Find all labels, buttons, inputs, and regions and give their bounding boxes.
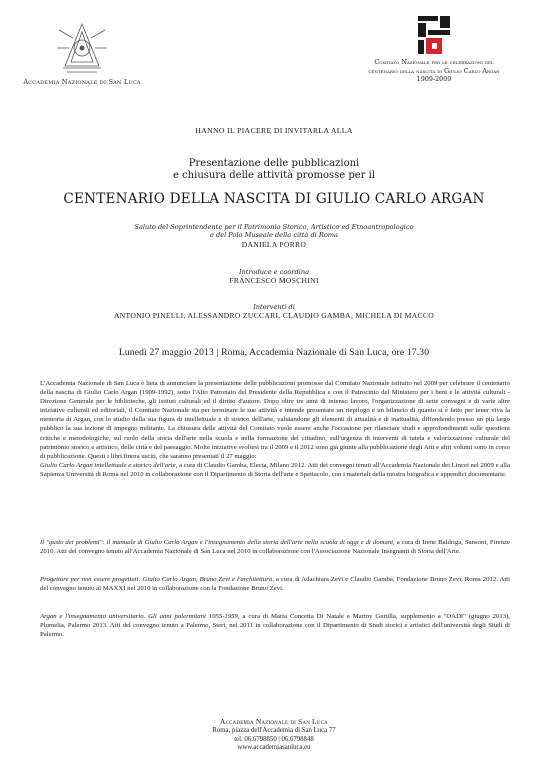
footer-phone: tel. 06.6798850 | 06.6798848	[234, 735, 314, 743]
saluto-block	[0, 223, 548, 249]
saluto-name: DANIELA PORRO	[241, 239, 307, 249]
footer-address: Roma, piazza dell'Accademia di San Luca 77	[212, 726, 336, 734]
event-date-location: Lunedì 27 maggio 2013 | Roma, Accademia Nazionale di San Luca, ore 17.30	[118, 347, 430, 358]
book-1-title: Giulio Carlo Argan intellettuale e storico dell'arte	[40, 461, 176, 469]
intro-block	[0, 268, 548, 285]
saluto-line-1: Saluto del Soprintendente per il Patrimonio Storico, Artistico ed Etnoantropologico	[134, 223, 414, 231]
left-logo-caption: Accademia Nazionale di San Luca	[23, 78, 141, 86]
interventi-block	[0, 303, 548, 320]
right-logo-line-2: centenario della nascita di Giulio Carlo Argan	[368, 66, 500, 75]
presentation-heading	[0, 158, 548, 182]
book-4-details: , a cura di Maria Concetta Di Natale e Mariny Guttilla, supplemento a "OADI" (giugno 2013), Plumelia, Palermo 2013. Atti del convegno tenuto a Palermo, Steri, nel 2011 in collaborazione con il Dipartimento di Studi storici e artistici dell'università degli Studi di Palermo.	[40, 613, 510, 639]
book-3-details: , a cura di Adachiara Zevi e Claudio Gamba, Fondazione Bruno Zevi, Roma 2012. Atti del convegno tenuto al MAXXI nel 2010 in collaborazione con la Fondazione Bruno Zevi.	[40, 576, 511, 593]
intro-name: FRANCESCO MOSCHINI	[229, 276, 319, 286]
main-title: CENTENARIO DELLA NASCITA DI GIULIO CARLO ARGAN	[63, 191, 485, 207]
intro-label: Introduce e coordina	[238, 268, 310, 276]
right-logo-line-1: Comitato Nazionale per le celebrazioni del	[374, 58, 494, 66]
book-1-details: , a cura di Claudio Gamba, Electa, Milano 2012. Atti dei convegni tenuti all'Accademia Nazionale dei Lincei nel 2009 e alla Sapienza Università di Roma nel 2010 in collaborazione con il Dipartimento di Storia dell'arte e Spettacolo, con i materiali della mostra biografica e appendici documentarie.	[40, 461, 510, 478]
book-4-title: Argan e l'insegnamento universitario. Gli anni palermitani 1955-1959	[40, 613, 238, 620]
academy-emblem-icon	[49, 18, 115, 76]
academy-logo	[22, 18, 142, 96]
footer-website[interactable]: www.accademiasanluca.eu	[237, 744, 311, 752]
book-2-details: , a cura di Irene Baldriga, Sansoni, Firenze 2010. Atti del convegno tenuto all'Accademia Nazionale di San Luca nel 2010 in collaborazione con l'Associazione Nazionale Insegnanti di Storia dell'Arte.	[40, 539, 510, 556]
interventi-label: Interventi di	[253, 303, 295, 311]
interventi-names: ANTONIO PINELLI, ALESSANDRO ZUCCARI, CLAUDIO GAMBA, MICHELA DI MACCO	[113, 311, 434, 321]
right-logo-line-3: 1909-2009	[416, 75, 452, 84]
book-4-entry	[40, 612, 510, 639]
presentation-line-2: e chiusura delle attività promosse per il	[172, 170, 376, 181]
committee-logo	[338, 14, 530, 109]
saluto-line-2: e del Polo Museale della città di Roma	[209, 231, 338, 240]
footer-org: Accademia Nazionale di San Luca	[220, 717, 328, 726]
body-paragraph-intro	[40, 379, 510, 479]
invite-line: HANNO IL PIACERE DI INVITARLA ALLA	[195, 126, 353, 135]
footer	[0, 718, 548, 753]
book-2-entry	[40, 538, 510, 556]
book-2-title: Il "gusto dei problemi": il manuale di Giulio Carlo Argan e l'insegnamento della storia dell'arte nella scuola di oggi e di domani	[40, 539, 394, 546]
committee-emblem-icon	[416, 14, 452, 58]
book-3-entry	[40, 575, 510, 593]
presentation-line-1: Presentazione delle pubblicazioni	[188, 158, 360, 169]
book-3-title: Progettare per non essere progettati: Giulio Carlo Argan, Bruno Zevi e l'architettura	[40, 576, 273, 583]
body-paragraph-intro-text: L'Accademia Nazionale di San Luca è lieta di annunciare la presentazione delle pubblicazioni promosse dal Comitato Nazionale istituito nel 2009 per celebrare il centenario della nascita di Giulio Carlo Argan (1909-1992), sotto l'Alto Patronato del Presidente della Repubblica e con il Patrocinio del Ministero per i beni e le attività culturali - Direzione Generale per le biblioteche, gli istituti culturali ed il diritto d'autore. Dopo oltre tre anni di intenso lavoro, l'organizzazione di sette convegni e di varie altre iniziative culturali ed editoriali, il Comitato Nazionale sta per terminare le sue attività e intende presentare un riepilogo e un bilancio di quanto si è fatto per tener viva la memoria di Argan, con lo studio della sua figura di intellettuale e di storico dell'arte, valutandone gli elementi di attualità e di inattualità, diffondendo presso un più largo pubblico la sua lezione di impegno militante. La chiusura delle attività del Comitato vuole essere anche l'occasione per rilanciare studi e approfondimenti sulle questioni critiche e metodologiche, sul ruolo della storia dell'arte nella scuola e nella formazione del cittadino, sull'urgenza di interventi di tutela e valorizzazione culturale del patrimonio storico e artistico, delle città e del paesaggio. Molte iniziative svoltesi tra il 2009 e il 2012 sono già giunte alla pubblicazione degli Atti e altri volumi sono in corso di pubblicazione. Questi i libri finora usciti, che saranno presentati il 27 maggio:	[40, 380, 510, 460]
